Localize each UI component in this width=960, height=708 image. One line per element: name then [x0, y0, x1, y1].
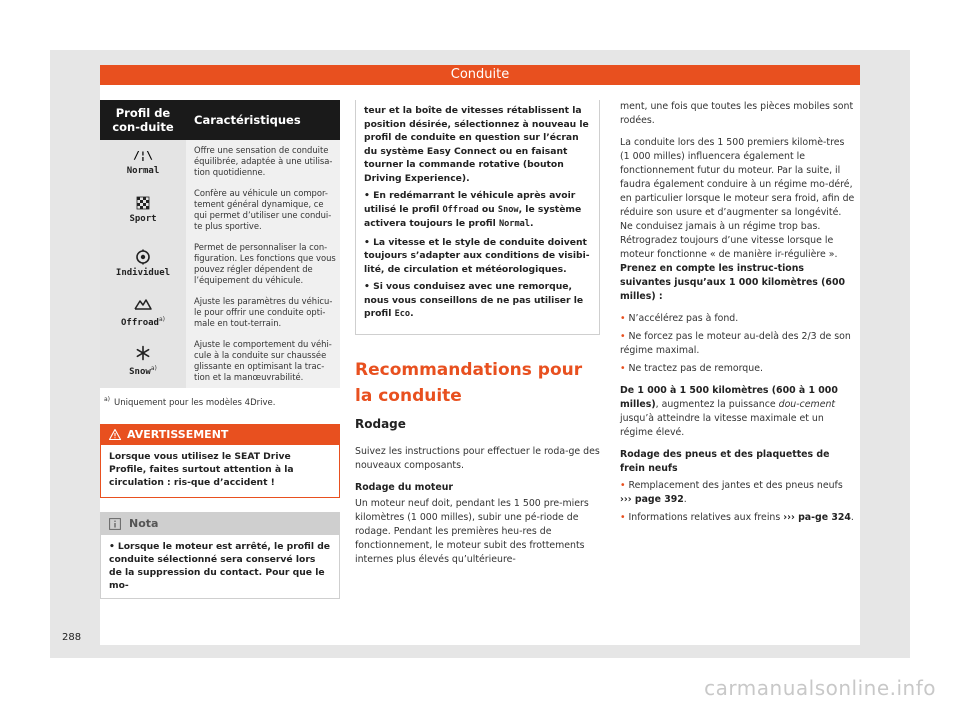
column-middle	[355, 100, 600, 575]
column-left	[100, 100, 340, 599]
info-icon	[109, 518, 121, 530]
list-item: • Informations relatives aux freins ››› pa-ge 324.	[620, 512, 854, 523]
page-reference-link[interactable]: ››› page 392	[620, 494, 684, 505]
normal-icon	[104, 147, 182, 163]
offroad-mountain-icon	[104, 296, 182, 312]
warning-box	[100, 424, 340, 498]
snowflake-icon	[104, 345, 182, 361]
note-cont-bullet: • En redémarrant le véhicule après avoir utilisé le profil Offroad ou Snow, le système activera toujours le profil Normal.	[364, 190, 582, 229]
page-number: 288	[62, 632, 82, 643]
paragraph: ment, une fois que toutes les pièces mobiles sont rodées.	[620, 101, 854, 126]
profile-name: Individuel	[115, 268, 171, 278]
note-cont-paragraph: teur et la boîte de vitesses rétablissent la position désirée, sélectionnez à nouveau le profil de conduite en question sur l’écran du système Easy Connect ou en faisant tourner la commande rotative (bouton Driving Experience).	[364, 105, 589, 184]
table-footnote: $^{a)}$ Uniquement pour les modèles 4Drive.	[104, 396, 276, 408]
profile-name: Offroad	[121, 317, 159, 328]
table-header-features: Caractéristiques	[186, 100, 340, 140]
list-item: • N’accélérez pas à fond.	[620, 313, 739, 324]
paragraph: De 1 000 à 1 500 kilomètres (600 à 1 000 milles), augmentez la puissance dou-cement jusqu’à atteindre la vitesse maximale et un régime élevé.	[620, 385, 838, 438]
note-box	[100, 512, 340, 599]
profile-name: Normal	[126, 165, 160, 176]
footnote-ref: a)	[150, 364, 157, 372]
paragraph: La conduite lors des 1 500 premiers kilomè-tres (1 000 milles) influencera également le fonctionnement futur du moteur. Par la suite, il faudra également conduire à un régime mo-déré, en particulier lorsque le moteur sera froid, afin de réduire son usure et d’augmenter sa longévité. Ne conduisez jamais à un régime trop bas. Rétrogradez toujours d’une vitesse lorsque le moteur fonctionne « de manière ir-régulière ». Prenez en compte les instruc-tions suivantes jusqu’aux 1 000 kilomètres (600 milles) :	[620, 137, 855, 302]
table-row	[100, 291, 340, 334]
page-reference-link[interactable]: ››› pa-ge 324	[783, 512, 851, 523]
intro-paragraph: Suivez les instructions pour effectuer le roda-ge des nouveaux composants.	[355, 445, 600, 471]
section-body	[355, 445, 600, 567]
list-item: • Ne forcez pas le moteur au-delà des 2/3 de son régime maximal.	[620, 331, 851, 356]
profile-desc: Ajuste le comportement du véhi-cule à la conduite sur chaussée glissante en optimisant la trac-tion et la manœuvrabilité.	[186, 334, 340, 388]
page-header: Conduite	[100, 65, 860, 85]
table-header-row	[100, 100, 340, 140]
table-row	[100, 183, 340, 237]
note-continuation	[355, 100, 600, 335]
table-row	[100, 334, 340, 388]
svg-text:/¦\: /¦\	[133, 148, 153, 162]
warning-title: AVERTISSEMENT	[127, 428, 229, 442]
table-row	[100, 237, 340, 291]
profile-desc: Ajuste les paramètres du véhicu-le pour offrir une conduite opti-male en tout-terrain.	[186, 291, 340, 334]
table-row	[100, 140, 340, 183]
warning-triangle-icon	[109, 429, 121, 440]
table-header-profile: Profil de con-duite	[100, 100, 186, 140]
column-right	[620, 100, 856, 533]
subheading: Rodage des pneus et des plaquettes de frein neufs	[620, 449, 830, 474]
profile-name: Sport	[129, 214, 157, 224]
note-cont-bullet: • Si vous conduisez avec une remorque, nous vous conseillons de ne pas utiliser le profil Eco.	[364, 281, 584, 319]
profile-desc: Confère au véhicule un compor-tement général dynamique, ce qui permet d’utiliser une condui-te plus sportive.	[186, 183, 340, 237]
note-header	[101, 513, 339, 535]
warning-text: Lorsque vous utilisez le SEAT Drive Profile, faites surtout attention à la circulation : ris-que d’accident !	[109, 450, 294, 488]
section-subtitle: Rodage	[355, 416, 406, 431]
list-item: • Ne tractez pas de remorque.	[620, 363, 763, 374]
note-cont-bullet: • La vitesse et le style de conduite doivent toujours s’adapter aux conditions de visibi-lité, de circulation et météorologiques.	[364, 236, 590, 275]
motor-heading: Rodage du moteur	[355, 481, 454, 493]
individual-settings-icon	[104, 249, 182, 265]
section-title: Recommandations pour la conduite	[355, 359, 583, 406]
watermark: carmanualsonline.info	[704, 676, 936, 700]
profile-desc: Permet de personnaliser la con-figuration. Les fonctions que vous pouvez régler dépendent de l’équipement du véhicule.	[186, 237, 340, 291]
motor-paragraph: Un moteur neuf doit, pendant les 1 500 pre-miers kilomètres (1 000 milles), subir une pé-riode de rodage. Pendant les premières heu-res de fonctionnement, le moteur subit des frottements internes plus élevés qu’ultérieure-	[355, 497, 589, 565]
sport-flag-icon	[104, 195, 182, 211]
note-title: Nota	[129, 517, 159, 531]
profile-desc: Offre une sensation de conduite équilibrée, adaptée à une utilisa-tion quotidienne.	[186, 140, 340, 183]
list-item: • Remplacement des jantes et des pneus neufs ››› page 392.	[620, 480, 843, 505]
drive-profile-table	[100, 100, 340, 388]
note-text: • Lorsque le moteur est arrêté, le profil de conduite sélectionné sera conservé lors de la suppression du contact. Pour que le mo-	[109, 540, 331, 591]
footnote-ref: a)	[158, 316, 165, 324]
profile-name: Snow	[129, 366, 151, 377]
warning-header	[101, 425, 339, 445]
